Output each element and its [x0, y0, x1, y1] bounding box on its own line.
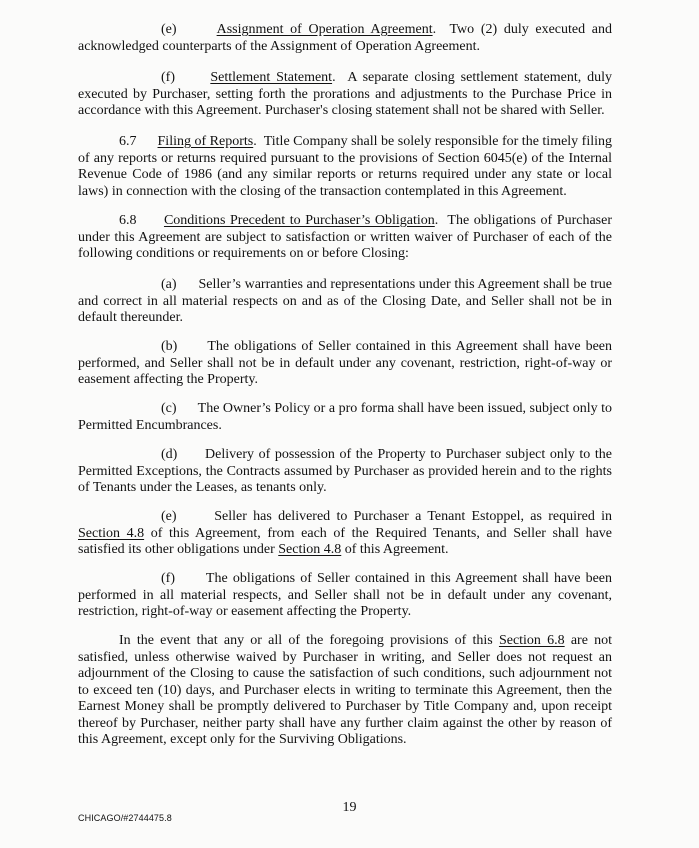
condition-number: (c) [161, 401, 177, 416]
condition-b [78, 339, 612, 389]
paragraph-number: (f) [161, 70, 175, 85]
paragraph-6-6-f: (f) Settlement Statement. A separate closing settlement statement, duly executed by Purchaser, setting forth the prorations and adjustments to the Purchase Price in accordance with this Agreement. Purchaser's closing statement shall not be shared with Seller. [78, 70, 613, 118]
section-6-7: 6.7 Filing of Reports. Title Company shall be solely responsible for the timely filing of any reports or returns required pursuant to the provisions of Section 6045(e) of the Internal Revenue Code of 1986 (and any similar reports or returns required under any state or local laws) in connection with the closing of the transaction contemplated in this Agreement. [78, 134, 613, 199]
condition-c [78, 401, 612, 434]
paragraph-text: are not satisfied, unless otherwise waived by Purchaser in writing, and Seller does not request an adjournment of the Closing to cause the satisfaction of such conditions, such adjournment not to exceed ten (10) days, and Purchaser elects in writing to terminate this Agreement, then the Earnest Money shall be promptly delivered to Purchaser by Title Company and, upon receipt thereof by Purchaser, neither party shall have any further claim against the other by reason of this Agreement, except only for the Surviving Obligations. [78, 633, 613, 747]
section-number: 6.7 [119, 134, 137, 149]
paragraph-text: Two (2) duly executed and acknowledged counterparts of the Assignment of Operation Agreement. [78, 22, 613, 54]
paragraph-text: A separate closing settlement statement, duly executed by Purchaser, setting forth the prorations and adjustments to the Purchase Price in accordance with this Agreement. Purchaser's closing statement shall not be shared with Seller. [78, 70, 613, 118]
condition-text: of this Agreement. [344, 542, 449, 557]
condition-text: The Owner’s Policy or a pro forma shall have been issued, subject only to Permitted Encumbrances. [78, 401, 613, 433]
section-number: 6.8 [119, 213, 137, 228]
section-reference: Section 4.8 [278, 542, 342, 557]
section-heading: Filing of Reports [157, 134, 254, 149]
paragraph-number: (e) [161, 22, 177, 37]
condition-f [78, 571, 612, 621]
condition-text: Delivery of possession of the Property to Purchaser subject only to the Permitted Exceptions, the Contracts assumed by Purchaser as provided herein and to the rights of Tenants under the Leases, as tenants only. [78, 447, 612, 495]
section-reference: Section 4.8 [78, 525, 145, 541]
paragraph-heading: Assignment of Operation Agreement [216, 22, 433, 37]
condition-text: Seller has delivered to Purchaser a Tenant Estoppel, as required in [214, 509, 613, 524]
section-text: The obligations of Purchaser under this Agreement are subject to satisfaction or written waiver of Purchaser of each of the following conditions or requirements on or before Closing: [78, 213, 613, 261]
section-6-8: 6.8 Conditions Precedent to Purchaser’s Obligation. The obligations of Purchaser under this Agreement are subject to satisfaction or written waiver of Purchaser of each of the following conditions or requirements on or before Closing: [78, 213, 613, 261]
document-id-footer: CHICAGO/#2744475.8 [78, 813, 172, 823]
condition-d [78, 447, 612, 497]
condition-number: (f) [161, 571, 175, 586]
condition-a [78, 277, 612, 327]
condition-number: (a) [161, 277, 177, 292]
failure-of-conditions-paragraph [78, 633, 612, 749]
paragraph-heading: Settlement Statement [210, 70, 333, 85]
condition-text: Seller’s warranties and representations under this Agreement shall be true and correct in all material respects on and as of the Closing Date, and Seller shall not be in default thereunder. [78, 277, 612, 325]
condition-text: of this Agreement, from each of the Required Tenants, and Seller shall have satisfied its other obligations under [78, 525, 613, 557]
section-heading: Conditions Precedent to Purchaser’s Obligation [163, 213, 435, 228]
page-number: 19 [342, 800, 357, 815]
condition-text: The obligations of Seller contained in this Agreement shall have been performed in all material respects, and Seller shall not be in default under any covenant, restriction, right-of-way or easement affecting the Property. [78, 571, 613, 619]
condition-text: The obligations of Seller contained in this Agreement shall have been performed, and Seller shall not be in default under any covenant, restriction, right-of-way or easement affecting the Property. [78, 339, 613, 387]
condition-e [78, 509, 612, 559]
condition-number: (b) [161, 339, 178, 354]
section-text: Title Company shall be solely responsible for the timely filing of any reports or returns required pursuant to the provisions of Section 6045(e) of the Internal Revenue Code of 1986 (and any similar reports or returns required under any state or local laws) in connection with the closing of the transaction contemplated in this Agreement. [78, 134, 613, 199]
condition-number: (d) [161, 447, 178, 462]
paragraph-text: In the event that any or all of the foregoing provisions of this [119, 633, 493, 648]
section-reference: Section 6.8 [498, 633, 565, 648]
condition-number: (e) [161, 509, 177, 524]
paragraph-6-6-e: (e) Assignment of Operation Agreement. Two (2) duly executed and acknowledged counterparts of the Assignment of Operation Agreement. [78, 22, 613, 54]
